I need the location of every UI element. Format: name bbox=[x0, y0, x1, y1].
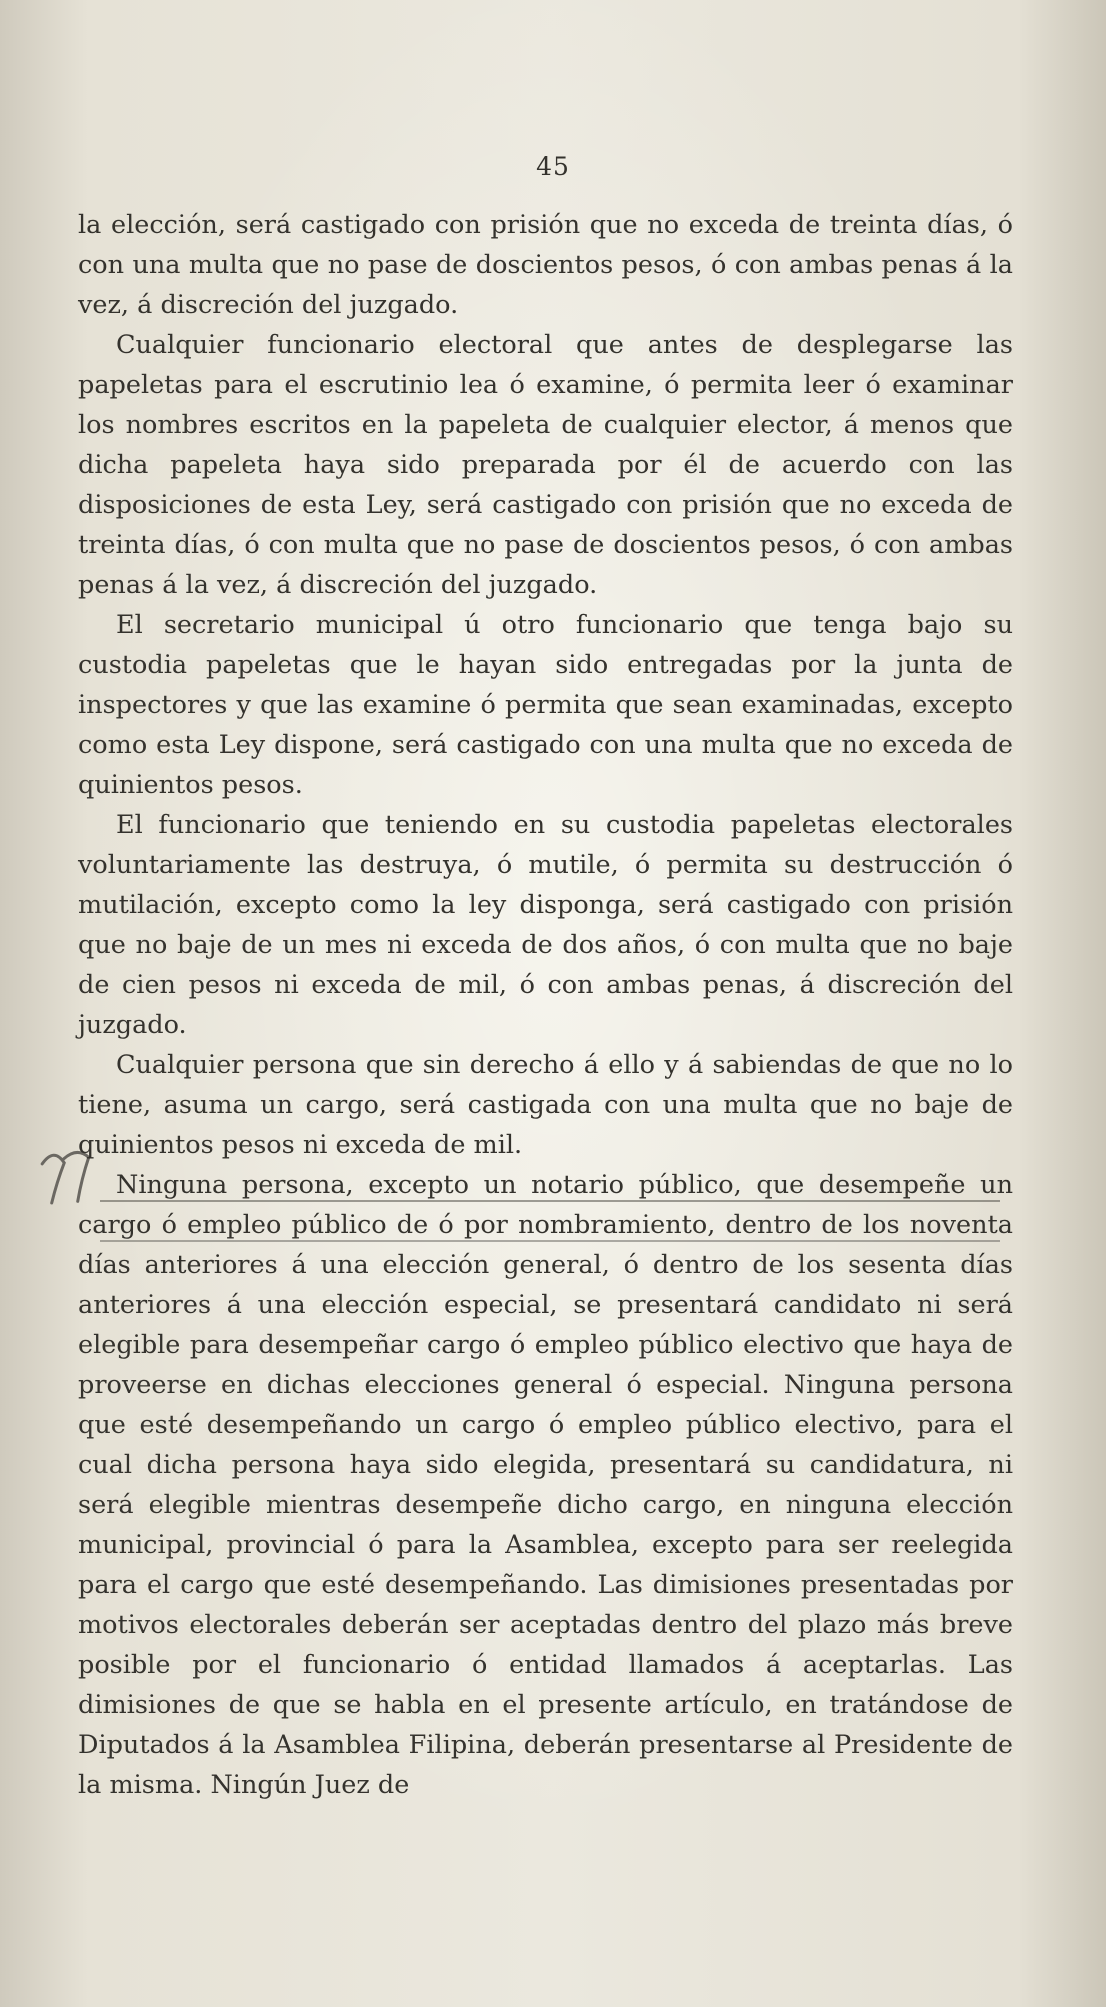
page-text bbox=[78, 205, 1013, 1805]
paragraph: Cualquier persona que sin derecho á ello y á sabiendas de que no lo tiene, asuma un cargo, será castigada con una multa que no baje de quinientos pesos ni exceda de mil. bbox=[78, 1050, 1013, 1160]
page-number: 45 bbox=[536, 152, 570, 181]
paragraph: la elección, será castigado con prisión que no exceda de treinta días, ó con una multa que no pase de doscientos pesos, ó con ambas penas á la vez, á discreción del juzgado. bbox=[78, 210, 1013, 320]
paragraph: Ninguna persona, excepto un notario público, que desempeñe un cargo ó empleo público de ó por nombramiento, dentro de los noventa días anteriores á una elección general, ó dentro de los sesenta días anteriores á una elección especial, se presentará candidato ni será elegible para desempeñar cargo ó empleo público electivo que haya de proveerse en dichas elecciones general ó especial. Ninguna persona que esté desempeñando un cargo ó empleo público electivo, para el cual dicha persona haya sido elegida, presentará su candidatura, ni será elegible mientras desempeñe dicho cargo, en ninguna elección municipal, provincial ó para la Asamblea, excepto para ser reelegida para el cargo que esté desempeñando. Las dimisiones presentadas por motivos electorales deberán ser aceptadas dentro del plazo más breve posible por el funcionario ó entidad llamados á aceptarlas. Las dimisiones de que se habla en el presente artículo, en tratándose de Diputados á la Asamblea Filipina, deberán presentarse al Presidente de la misma. Ningún Juez de bbox=[78, 1170, 1013, 1800]
paragraph: Cualquier funcionario electoral que antes de desplegarse las papeletas para el escrutinio lea ó examine, ó permita leer ó examinar los nombres escritos en la papeleta de cualquier elector, á menos que dicha papeleta haya sido preparada por él de acuerdo con las disposiciones de esta Ley, será castigado con prisión que no exceda de treinta días, ó con multa que no pase de doscientos pesos, ó con ambas penas á la vez, á discreción del juzgado. bbox=[78, 330, 1013, 600]
paragraph: El secretario municipal ú otro funcionario que tenga bajo su custodia papeletas que le hayan sido entregadas por la junta de inspectores y que las examine ó permita que sean examinadas, excepto como esta Ley dispone, será castigado con una multa que no exceda de quinientos pesos. bbox=[78, 610, 1013, 800]
paragraph: El funcionario que teniendo en su custodia papeletas electorales voluntariamente las destruya, ó mutile, ó permita su destrucción ó mutilación, excepto como la ley disponga, será castigado con prisión que no baje de un mes ni exceda de dos años, ó con multa que no baje de cien pesos ni exceda de mil, ó con ambas penas, á discreción del juzgado. bbox=[78, 810, 1013, 1040]
